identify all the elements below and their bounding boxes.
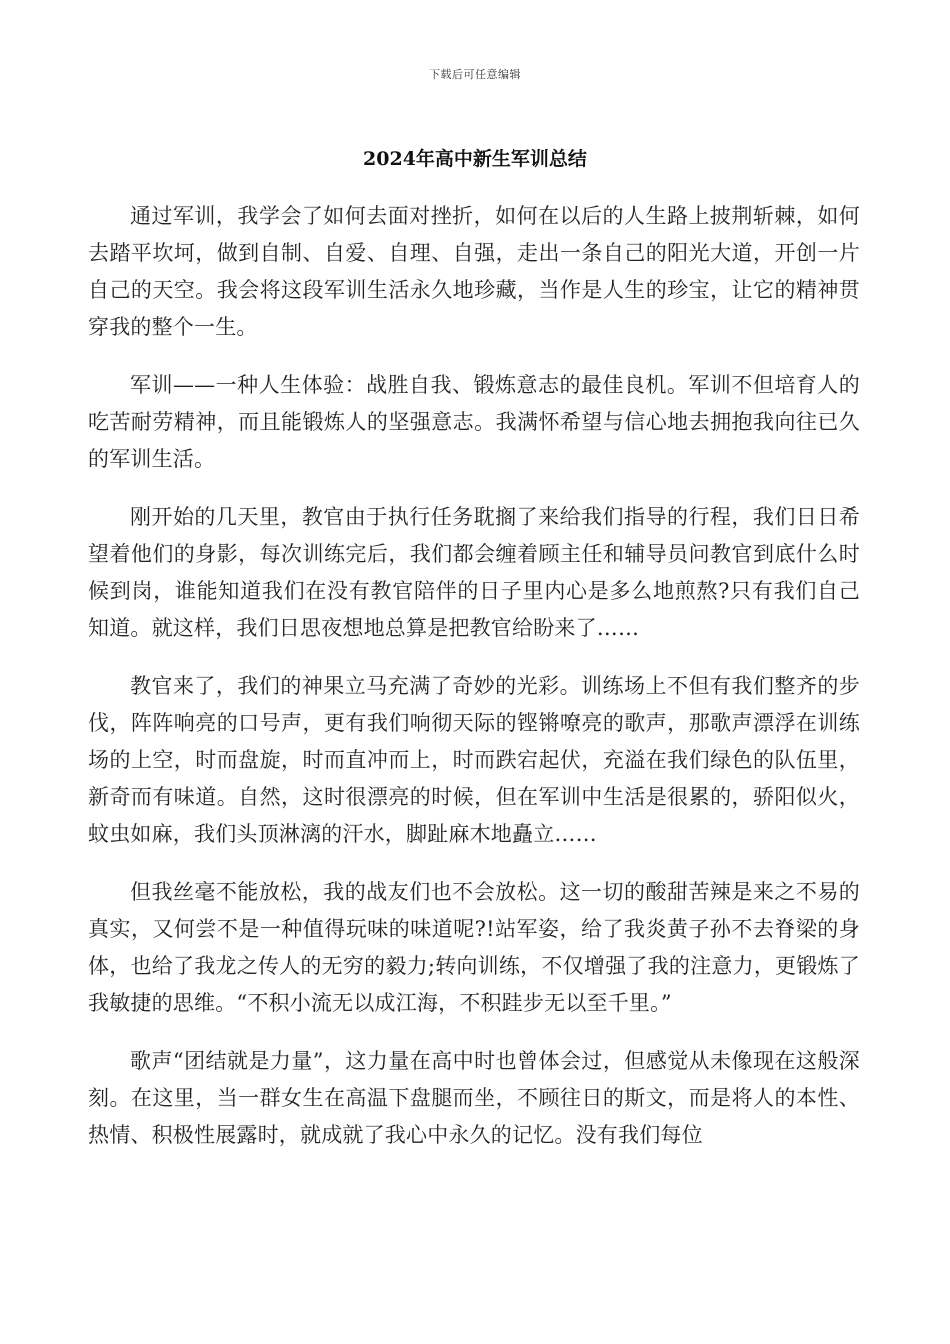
paragraph-1: 通过军训，我学会了如何去面对挫折，如何在以后的人生路上披荆斩棘，如何去踏平坎坷，做到自制、自爱、自理、自强，走出一条自己的阳光大道，开创一片自己的天空。我会将这段军训生活永久地珍藏，当作是人生的珍宝，让它的精神贯穿我的整个一生。 [88, 204, 860, 339]
paragraph-5: 但我丝毫不能放松，我的战友们也不会放松。这一切的酸甜苦辣是来之不易的真实，又何尝不是一种值得玩味的味道呢?!站军姿，给了我炎黄子孙不去脊梁的身体，也给了我龙之传人的无穷的毅力;转向训练，不仅增强了我的注意力，更锻炼了我敏捷的思维。“不积小流无以成江海，不积跬步无以至千里。” [88, 880, 860, 1015]
header-note: 下载后可任意编辑 [429, 68, 521, 81]
document-title: 2024年高中新生军训总结 [363, 148, 587, 170]
paragraph-6: 歌声“团结就是力量”，这力量在高中时也曾体会过，但感觉从未像现在这般深刻。在这里，当一群女生在高温下盘腿而坐，不顾往日的斯文，而是将人的本性、热情、积极性展露时，就成就了我心中永久的记忆。没有我们每位 [88, 1049, 860, 1147]
paragraph-2: 军训——一种人生体验：战胜自我、锻炼意志的最佳良机。军训不但培育人的吃苦耐劳精神，而且能锻炼人的坚强意志。我满怀希望与信心地去拥抱我向往已久的军训生活。 [88, 373, 860, 471]
document-body [88, 198, 860, 1175]
paragraph-3: 刚开始的几天里，教官由于执行任务耽搁了来给我们指导的行程，我们日日希望着他们的身影，每次训练完后，我们都会缠着顾主任和辅导员问教官到底什么时候到岗，谁能知道我们在没有教官陪伴的日子里内心是多么地煎熬?只有我们自己知道。就这样，我们日思夜想地总算是把教官给盼来了…… [88, 505, 860, 640]
paragraph-4: 教官来了，我们的神果立马充满了奇妙的光彩。训练场上不但有我们整齐的步伐，阵阵响亮的口号声，更有我们响彻天际的铿锵嘹亮的歌声，那歌声漂浮在训练场的上空，时而盘旋，时而直冲而上，时而跌宕起伏，充溢在我们绿色的队伍里，新奇而有味道。自然，这时很漂亮的时候，但在军训中生活是很累的，骄阳似火，蚊虫如麻，我们头顶淋漓的汗水，脚趾麻木地矗立…… [88, 674, 860, 846]
